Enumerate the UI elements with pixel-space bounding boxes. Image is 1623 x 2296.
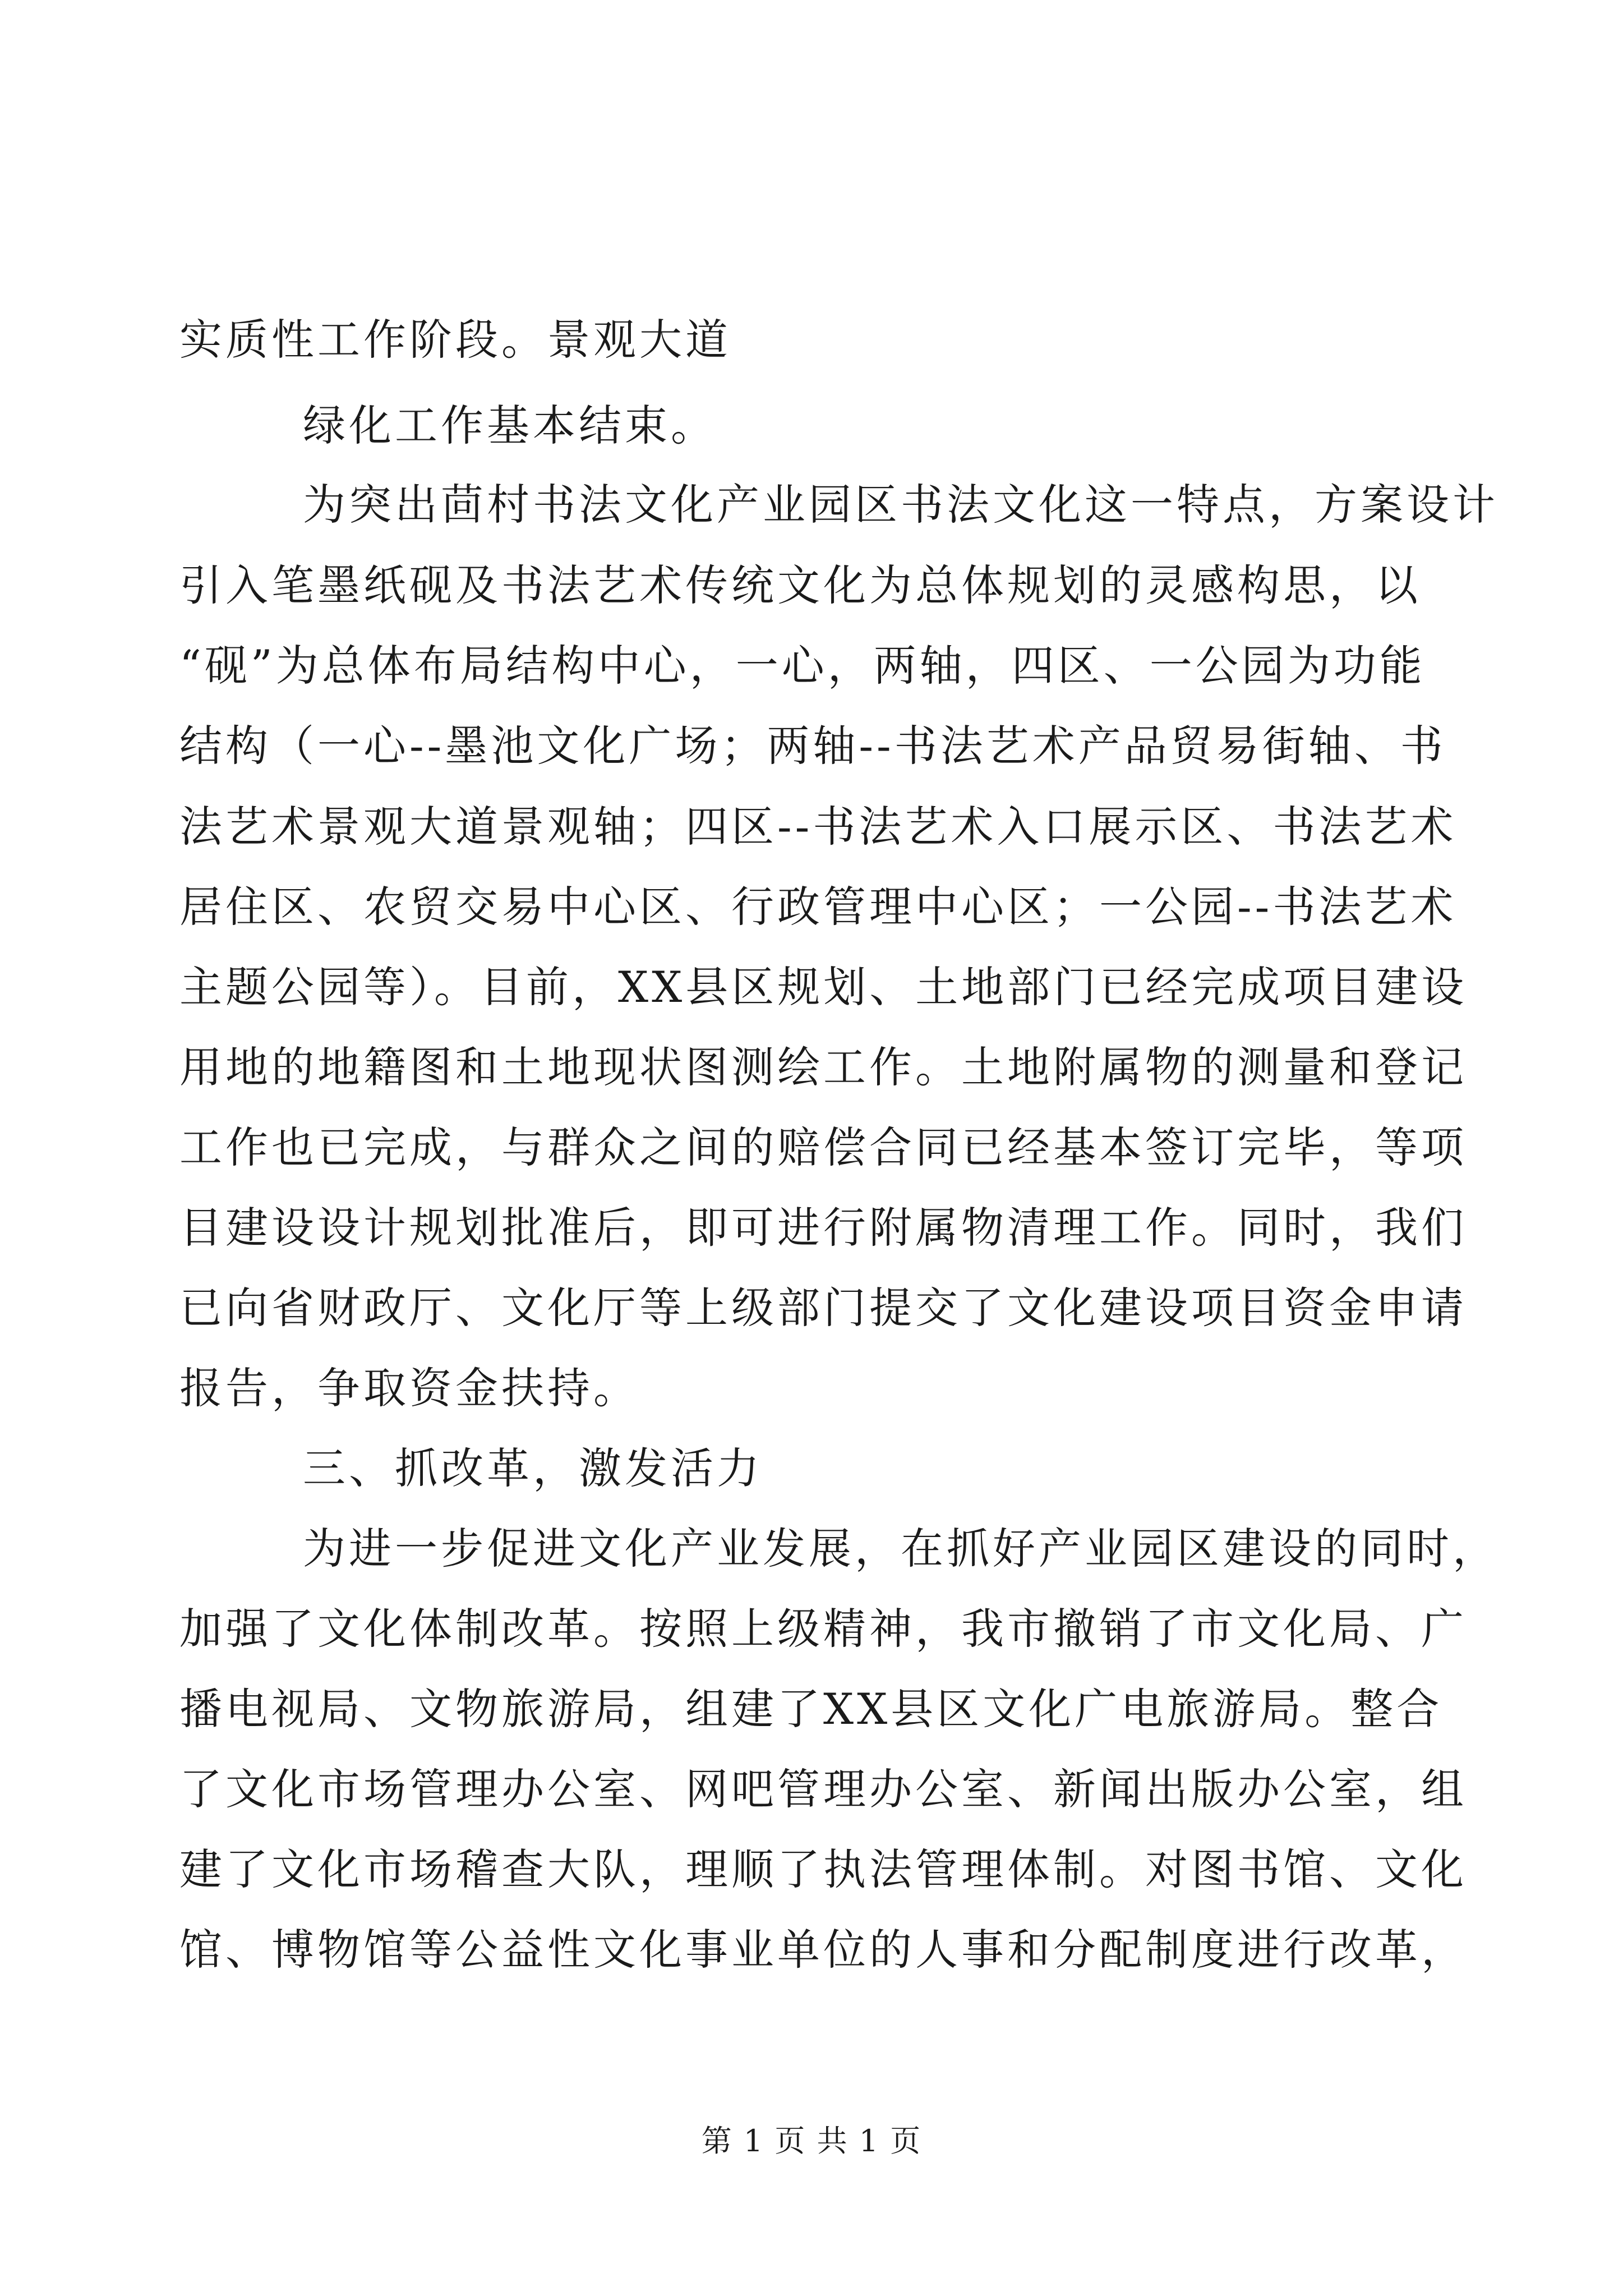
body-line-7: 法艺术景观大道景观轴；四区--书法艺术入口展示区、书法艺术 [179,802,1457,852]
body-line-19: 了文化市场管理办公室、网吧管理办公室、新闻出版办公室，组 [179,1764,1467,1814]
body-line-13: 已向省财政厅、文化厅等上级部门提交了文化建设项目资金申请 [179,1283,1467,1333]
body-line-2: 绿化工作基本结束。 [303,401,717,450]
body-line-4: 引入笔墨纸砚及书法艺术传统文化为总体规划的灵感构思，以 [179,560,1421,610]
body-line-10: 用地的地籍图和土地现状图测绘工作。土地附属物的测量和登记 [179,1042,1467,1092]
body-line-20: 建了文化市场稽查大队，理顺了执法管理体制。对图书馆、文化 [179,1844,1467,1894]
body-line-21: 馆、博物馆等公益性文化事业单位的人事和分配制度进行改革， [179,1925,1467,1975]
body-line-9: 主题公园等）。目前，XX县区规划、土地部门已经完成项目建设 [179,962,1468,1012]
body-line-17: 加强了文化体制改革。按照上级精神，我市撤销了市文化局、广 [179,1604,1467,1654]
body-line-12: 目建设设计规划批准后，即可进行附属物清理工作。同时，我们 [179,1203,1467,1253]
body-line-14: 报告，争取资金扶持。 [179,1363,639,1413]
body-line-3: 为突出茴村书法文化产业园区书法文化这一特点，方案设计 [303,480,1498,530]
body-line-5: “砚”为总体布局结构中心，一心，两轴，四区、一公园为功能 [179,641,1426,691]
body-line-18: 播电视局、文物旅游局，组建了XX县区文化广电旅游局。整合 [179,1684,1443,1734]
body-line-8: 居住区、农贸交易中心区、行政管理中心区；一公园--书法艺术 [179,882,1457,932]
section-heading: 三、抓改革，激发活力 [303,1443,763,1493]
body-line-1: 实质性工作阶段。景观大道 [179,315,731,365]
body-line-11: 工作也已完成，与群众之间的赔偿合同已经基本签订完毕，等项 [179,1122,1467,1172]
page-footer: 第 1 页 共 1 页 [701,2123,922,2159]
body-line-16: 为进一步促进文化产业发展，在抓好产业园区建设的同时， [303,1524,1498,1573]
body-line-6: 结构（一心--墨池文化广场；两轴--书法艺术产品贸易街轴、书 [179,721,1446,771]
